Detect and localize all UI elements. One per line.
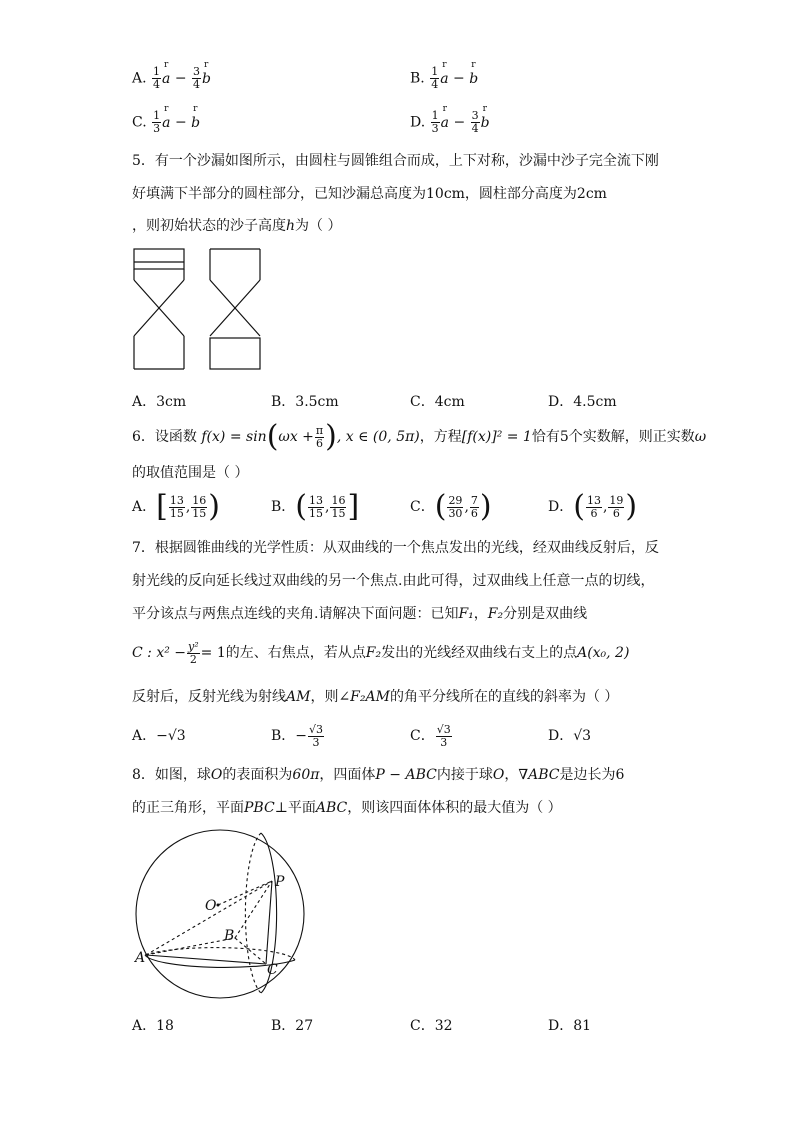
q8-option-b[interactable]: B．27 [271, 1018, 314, 1034]
edge-BC [235, 938, 266, 964]
q8-option-a[interactable]: A．18 [132, 1018, 174, 1034]
q7-line3: 平分该点与两焦点连线的夹角.请解决下面问题：已知F₁，F₂分别是双曲线 [132, 606, 588, 622]
vector-a: r a [162, 115, 170, 131]
q6-line2: 的取值范围是（ ） [132, 465, 249, 481]
vector-b: r b [481, 115, 490, 131]
fraction: $\frac{1}{4}$ [431, 65, 439, 91]
q6-option-c[interactable]: C．( $\frac{29}{30}$ , $\frac{7}{6}$ ) [410, 489, 492, 524]
q5-line1: 5．有一个沙漏如图所示，由圆柱与圆锥组合而成，上下对称，沙漏中沙子完全流下刚 [132, 153, 659, 169]
vector-a: r a [440, 71, 448, 87]
label-C: C [267, 962, 278, 978]
fraction: $\frac{1}{4}$ [153, 65, 161, 91]
base-circle-back [145, 948, 295, 960]
sphere-outline [136, 830, 304, 998]
q6-option-d[interactable]: D．( $\frac{13}{6}$ , $\frac{19}{6}$ ) [548, 489, 638, 524]
option-label: C. [132, 114, 147, 131]
q7-line2: 射光线的反向延长线过双曲线的另一个焦点.由此可得，过双曲线上任意一点的切线， [132, 573, 655, 589]
segment-OP [218, 881, 272, 905]
fraction: $\frac{1}{3}$ [153, 109, 161, 135]
option-label: D. [410, 114, 426, 131]
q7-option-a[interactable]: A．−√3 [132, 728, 186, 744]
q6-option-a[interactable]: A．[ $\frac{13}{15}$ , $\frac{16}{15}$ ) [132, 489, 221, 524]
q4-option-a[interactable]: A. $\frac{1}{4}$ r a − $\frac{3}{4}$ r b [132, 66, 211, 91]
q5-option-c[interactable]: C．4cm [410, 394, 465, 410]
option-label: A. [132, 70, 147, 87]
vector-a: r a [162, 71, 170, 87]
vector-b: r b [469, 71, 478, 87]
q6-option-b[interactable]: B．( $\frac{13}{15}$ , $\frac{16}{15}$ ] [271, 489, 360, 524]
q4-option-b[interactable]: B. $\frac{1}{4}$ r a − r b [410, 66, 478, 91]
edge-AP [146, 881, 272, 955]
q5-option-b[interactable]: B．3.5cm [271, 394, 339, 410]
q5-option-a[interactable]: A．3cm [132, 394, 187, 410]
q5-option-d[interactable]: D．4.5cm [548, 394, 617, 410]
q4-option-d[interactable]: D. $\frac{1}{3}$ r a − $\frac{3}{4}$ r b [410, 110, 490, 135]
edge-AB [146, 938, 235, 955]
q7-line1: 7．根据圆锥曲线的光学性质：从双曲线的一个焦点发出的光线，经双曲线反射后，反 [132, 540, 659, 556]
fraction: $\frac{3}{4}$ [471, 109, 479, 135]
q8-option-c[interactable]: C．32 [410, 1018, 453, 1034]
q5-line3: ，则初始状态的沙子高度h为（ ） [132, 218, 342, 234]
q5-line2: 好填满下半部分的圆柱部分，已知沙漏总高度为10cm，圆柱部分高度为2cm [132, 186, 607, 202]
q8-option-d[interactable]: D．81 [548, 1018, 592, 1034]
q7-line5: 反射后，反射光线为射线AM，则∠F₂AM的角平分线所在的直线的斜率为（ ） [132, 689, 619, 705]
vector-b: r b [202, 71, 211, 87]
q7-line4: C : x² − $\frac{\text{y²}}{2}$ = 1的左、右焦点，若从点F₂发出的光线经双曲线右支上的点A(x₀, 2) [132, 639, 630, 666]
label-P: P [275, 874, 285, 890]
fraction: $\frac{1}{3}$ [431, 109, 439, 135]
q8-line2: 的正三角形，平面PBC⊥平面ABC，则该四面体体积的最大值为（ ） [132, 800, 562, 816]
q7-option-d[interactable]: D．√3 [548, 728, 592, 744]
label-O: O [205, 898, 217, 914]
q6-line1: 6．设函数 f(x) = sin(ωx + $\frac{\pi}{6}$ ), x ∈ (0, 5π)，方程[f(x)]² = 1恰有5个实数解，则正实数ω [132, 419, 707, 454]
vector-b: r b [191, 115, 200, 131]
option-label: B. [410, 70, 425, 87]
q4-option-c[interactable]: C. $\frac{1}{3}$ r a − r b [132, 110, 200, 135]
q8-line1: 8．如图，球O的表面积为60π，四面体P − ABC内接于球O，∇ABC是边长为6 [132, 767, 625, 783]
q7-option-b[interactable]: B．− $\frac{√3}{3}$ [271, 722, 324, 749]
label-A: A [135, 950, 146, 966]
label-B: B [224, 928, 235, 944]
vector-a: r a [441, 115, 449, 131]
pbc-circle-back [245, 833, 261, 993]
fraction: $\frac{3}{4}$ [193, 65, 201, 91]
q7-option-c[interactable]: C． $\frac{√3}{3}$ [410, 722, 451, 749]
center-point [217, 904, 220, 907]
